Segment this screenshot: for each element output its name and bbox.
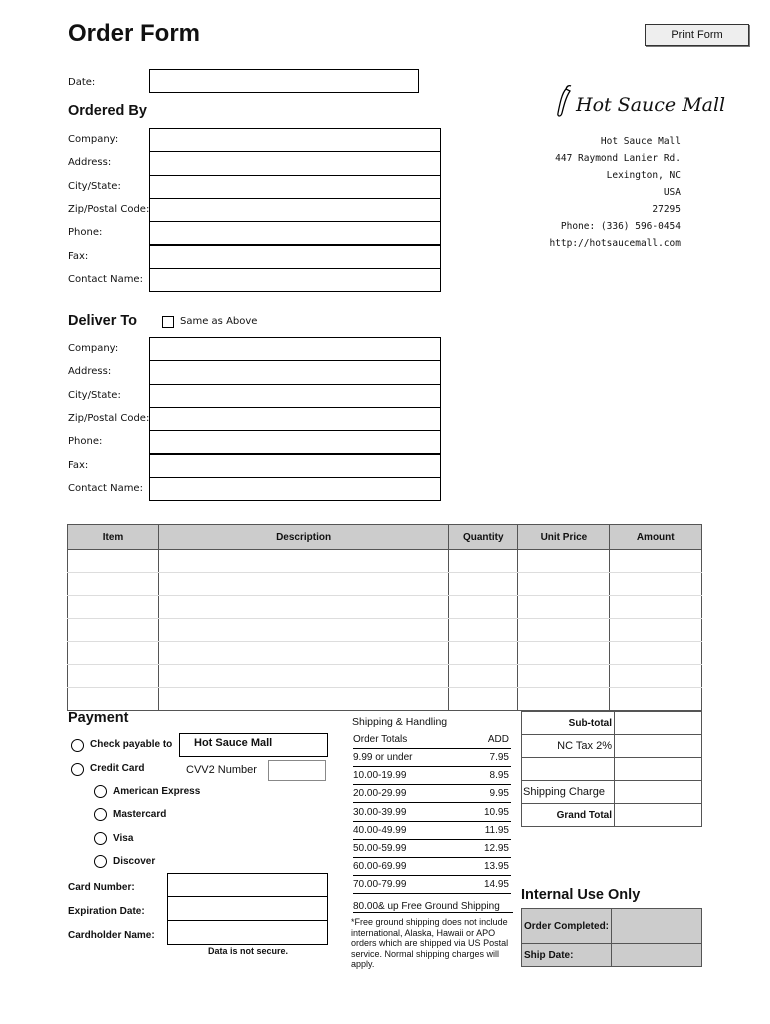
item-cell[interactable]: [68, 688, 159, 711]
tax-label: NC Tax 2%: [522, 735, 615, 758]
shipping-charge-row: [522, 781, 702, 804]
shipping-rate-row: [353, 752, 511, 767]
deliver-to-label: City/State:: [68, 389, 121, 401]
security-note: Data is not secure.: [208, 946, 289, 956]
shipping-range: 40.00-49.99: [353, 824, 407, 836]
shipping-range: 10.00-19.99: [353, 770, 407, 782]
item-cell[interactable]: [449, 596, 518, 619]
item-cell[interactable]: [518, 619, 610, 642]
shipping-rate-row: [353, 770, 511, 785]
item-cell[interactable]: [518, 596, 610, 619]
item-cell[interactable]: [68, 573, 159, 596]
item-cell[interactable]: [449, 688, 518, 711]
deliver-to-input[interactable]: [149, 407, 441, 431]
expiration-label: Expiration Date:: [68, 906, 145, 917]
shipping-range: 9.99 or under: [353, 752, 413, 763]
shipping-heading: Shipping & Handling: [352, 716, 448, 728]
ordered-by-label: Phone:: [68, 227, 103, 239]
company-logo-text: Hot Sauce Mall: [576, 94, 726, 116]
shipping-add: 11.95: [484, 824, 509, 836]
shipping-rate-row: [353, 807, 511, 822]
deliver-to-label: Contact Name:: [68, 482, 143, 494]
item-cell[interactable]: [610, 550, 702, 573]
company-line: 447 Raymond Lanier Rd.: [555, 153, 681, 164]
deliver-to-input[interactable]: [149, 454, 441, 478]
credit-card-label: Credit Card: [90, 763, 145, 774]
cardholder-input[interactable]: [167, 921, 328, 945]
item-cell[interactable]: [449, 619, 518, 642]
shipping-rate-row: [353, 843, 511, 858]
date-input[interactable]: [149, 69, 419, 93]
ordered-by-input[interactable]: [149, 245, 441, 269]
ordered-by-label: Zip/Postal Code:: [68, 203, 150, 215]
item-cell[interactable]: [610, 642, 702, 665]
deliver-to-input[interactable]: [149, 384, 441, 408]
tax-value[interactable]: [615, 735, 702, 758]
check-radio[interactable]: [71, 739, 84, 752]
items-table-header: [68, 525, 702, 550]
item-row: [68, 642, 702, 665]
grand-total-value[interactable]: [615, 804, 702, 827]
deliver-to-input[interactable]: [149, 477, 441, 501]
grand-total-label: Grand Total: [522, 804, 615, 827]
date-label: Date:: [68, 77, 96, 88]
items-table: [67, 524, 702, 711]
ship-date-row: [522, 944, 702, 967]
print-form-button[interactable]: Print Form: [645, 24, 749, 46]
item-cell[interactable]: [610, 573, 702, 596]
item-row: [68, 665, 702, 688]
order-completed-row: [522, 909, 702, 944]
deliver-to-input[interactable]: [149, 337, 441, 361]
internal-use-table: [521, 908, 702, 967]
shipping-rate-row: [353, 861, 511, 876]
visa-radio[interactable]: [94, 832, 107, 845]
company-line: 27295: [652, 204, 681, 215]
ordered-by-label: Company:: [68, 134, 119, 145]
ordered-by-input[interactable]: [149, 151, 441, 175]
shipping-add: 9.95: [489, 788, 509, 800]
description-column-header: Description: [159, 525, 449, 550]
order-completed-value[interactable]: [612, 909, 702, 944]
item-cell[interactable]: [159, 573, 449, 596]
item-cell[interactable]: [610, 596, 702, 619]
subtotal-row: [522, 712, 702, 735]
company-line: Lexington, NC: [606, 170, 681, 181]
ordered-by-label: City/State:: [68, 180, 121, 192]
ordered-by-label: Fax:: [68, 250, 89, 262]
item-row: [68, 688, 702, 711]
payment-heading: Payment: [68, 710, 129, 726]
item-cell[interactable]: [159, 665, 449, 688]
item-cell[interactable]: [68, 642, 159, 665]
item-row: [68, 550, 702, 573]
item-cell[interactable]: [159, 642, 449, 665]
internal-use-heading: Internal Use Only: [521, 887, 641, 903]
quantity-column-header: Quantity: [449, 525, 518, 550]
item-cell[interactable]: [518, 642, 610, 665]
item-cell[interactable]: [610, 688, 702, 711]
blank-cell: [522, 758, 615, 781]
item-cell[interactable]: [68, 619, 159, 642]
check-payable-label: Check payable to: [90, 739, 173, 750]
ordered-by-input[interactable]: [149, 221, 441, 245]
shipping-range: 70.00-79.99: [353, 879, 407, 891]
ship-date-label: Ship Date:: [522, 944, 612, 967]
ordered-by-heading: Ordered By: [68, 103, 147, 119]
company-line: Phone: (336) 596-0454: [560, 221, 681, 232]
expiration-input[interactable]: [167, 897, 328, 921]
item-cell[interactable]: [518, 665, 610, 688]
item-cell[interactable]: [159, 619, 449, 642]
deliver-to-input[interactable]: [149, 430, 441, 454]
item-row: [68, 573, 702, 596]
ordered-by-input[interactable]: [149, 268, 441, 292]
item-row: [68, 619, 702, 642]
item-cell[interactable]: [159, 550, 449, 573]
order-completed-label: Order Completed:: [522, 909, 612, 944]
deliver-to-label: Zip/Postal Code:: [68, 412, 150, 424]
shipping-header-row: [353, 734, 511, 749]
check-payee-value: Hot Sauce Mall: [194, 737, 273, 749]
card-number-label: Card Number:: [68, 882, 135, 893]
amex-label: American Express: [113, 786, 201, 797]
ordered-by-label: Contact Name:: [68, 273, 143, 285]
subtotal-label: Sub-total: [522, 712, 615, 735]
company-address: [520, 133, 681, 252]
shipping-add: 12.95: [483, 843, 509, 854]
item-cell[interactable]: [449, 550, 518, 573]
shipping-rate-row: [353, 788, 511, 803]
item-cell[interactable]: [68, 665, 159, 688]
grand-total-row: [522, 804, 702, 827]
cvv-label: CVV2 Number: [186, 764, 257, 776]
shipping-add: 13.95: [483, 861, 509, 873]
check-payee-field[interactable]: [179, 733, 328, 757]
item-cell[interactable]: [518, 688, 610, 711]
deliver-to-input[interactable]: [149, 360, 441, 384]
same-as-above-label: Same as Above: [180, 316, 258, 327]
amount-column-header: Amount: [610, 525, 702, 550]
amex-radio[interactable]: [94, 785, 107, 798]
company-line[interactable]: http://hotsaucemall.com: [549, 238, 681, 249]
item-cell[interactable]: [518, 573, 610, 596]
item-cell[interactable]: [68, 596, 159, 619]
mastercard-label: Mastercard: [113, 809, 167, 820]
deliver-to-label: Fax:: [68, 459, 89, 471]
credit-card-radio[interactable]: [71, 763, 84, 776]
item-cell[interactable]: [610, 619, 702, 642]
same-as-above-checkbox[interactable]: [162, 316, 174, 328]
discover-label: Discover: [113, 856, 156, 867]
item-column-header: Item: [68, 525, 159, 550]
company-line: Hot Sauce Mall: [600, 136, 681, 147]
shipping-rate-row: [353, 879, 511, 894]
deliver-to-label: Address:: [68, 366, 112, 378]
deliver-to-heading: Deliver To: [68, 313, 138, 329]
discover-radio[interactable]: [94, 855, 107, 868]
subtotal-value[interactable]: [615, 712, 702, 735]
visa-label: Visa: [113, 833, 134, 844]
free-shipping-line: 80.00& up Free Ground Shipping: [353, 901, 513, 913]
shipping-range: 60.00-69.99: [353, 861, 407, 873]
shipping-charge-label: Shipping Charge: [522, 781, 615, 804]
item-cell[interactable]: [159, 596, 449, 619]
shipping-note: *Free ground shipping does not include international, Alaska, Hawaii or APO orders which are shipped via US Postal service. Normal shipping charges will apply.: [351, 917, 509, 969]
page-title: Order Form: [68, 20, 201, 47]
item-cell[interactable]: [68, 550, 159, 573]
item-cell[interactable]: [449, 573, 518, 596]
blank-value[interactable]: [615, 758, 702, 781]
tax-row: [522, 735, 702, 758]
shipping-charge-value[interactable]: [615, 781, 702, 804]
order-totals-header: Order Totals: [353, 734, 408, 745]
deliver-to-label: Company:: [68, 343, 119, 354]
item-cell[interactable]: [449, 642, 518, 665]
blank-row: [522, 758, 702, 781]
shipping-rate-row: [353, 825, 511, 840]
ordered-by-label: Address:: [68, 157, 112, 169]
mastercard-radio[interactable]: [94, 808, 107, 821]
ordered-by-input[interactable]: [149, 198, 441, 222]
cvv-input[interactable]: [268, 760, 326, 781]
company-line: USA: [663, 187, 681, 198]
shipping-range: 30.00-39.99: [353, 806, 407, 818]
item-cell[interactable]: [449, 665, 518, 688]
card-number-input[interactable]: [167, 873, 328, 897]
item-cell[interactable]: [610, 665, 702, 688]
ordered-by-input[interactable]: [149, 175, 441, 199]
unit-price-column-header: Unit Price: [518, 525, 610, 550]
ship-date-value[interactable]: [612, 944, 702, 967]
shipping-range: 50.00-59.99: [353, 843, 407, 854]
item-cell[interactable]: [159, 688, 449, 711]
shipping-range: 20.00-29.99: [353, 788, 407, 800]
shipping-add: 8.95: [489, 770, 509, 782]
item-row: [68, 596, 702, 619]
item-cell[interactable]: [518, 550, 610, 573]
totals-table: [521, 711, 702, 827]
shipping-add: 14.95: [483, 879, 509, 891]
deliver-to-label: Phone:: [68, 436, 103, 448]
shipping-add: 10.95: [483, 806, 509, 818]
cardholder-label: Cardholder Name:: [68, 930, 155, 941]
add-header: ADD: [487, 734, 509, 745]
shipping-add: 7.95: [489, 752, 509, 763]
ordered-by-input[interactable]: [149, 128, 441, 152]
